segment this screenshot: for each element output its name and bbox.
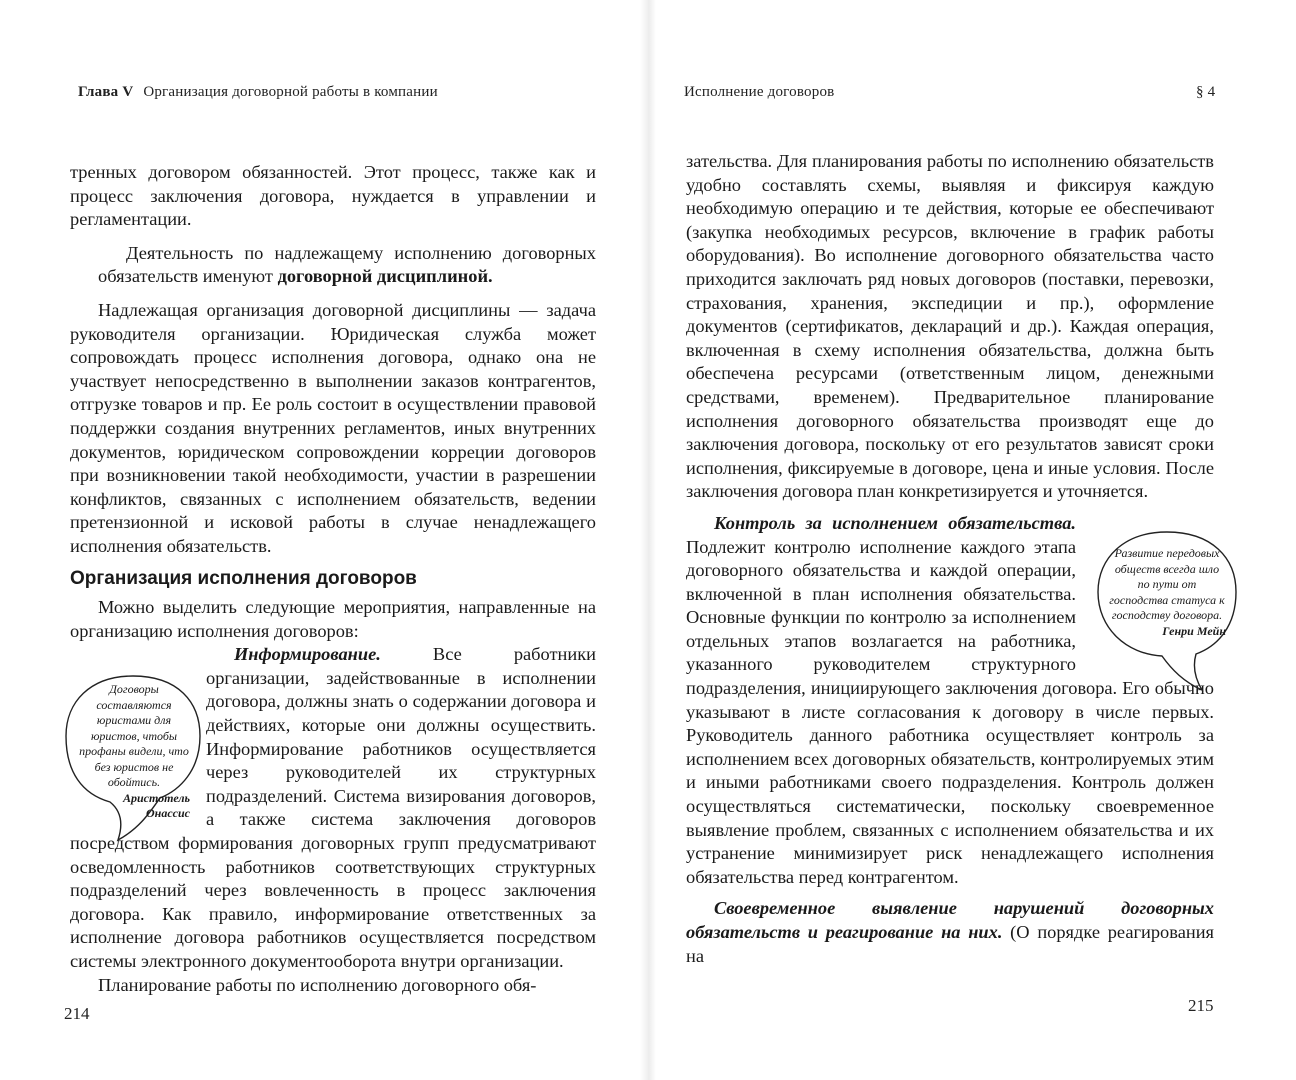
bubble-author-right: Генри Мейн [1162, 623, 1226, 638]
left-paragraph-1: тренных договором обязанностей. Этот процесс, также как и процесс заключения договора, нуждается в управлении и регламентации. [70, 162, 596, 230]
informing-term: Информирование. [234, 644, 381, 665]
control-text: Подлежит контролю исполнение каждого этапа договорного обязательства и каждой операции, включенной в план исполнения обязательства. Основные функции по контролю за исполнением отдельных этапов возлагается на работника, указанного руководителем структурного подразделения, инициирующего заключения договора. Его обычно указывают в листе согласования к договору в числе первых. Руководитель данного работника осуществляет контроль за исполнением всех договорных обязательств, контролируемых этим и иными работниками своего подразделения. Контроль должен осуществляться систематически, поскольку своевременное выявление проблем, связанных с исполнением обязательства и их устранение минимизирует риск ненадлежащего исполнения обязательства перед контрагентом. [686, 536, 1214, 887]
definition-quote [98, 242, 596, 289]
right-paragraph-1: зательства. Для планирования работы по исполнению обязательств удобно составлять схемы, выявляя и фиксируя каждую необходимую операцию и те действия, которые ее обеспечивают (закупка необходимых ресурсов, включение в график работы оборудования). Во исполнение договорного обязательства часто приходится заключать ряд новых договоров (поставки, перевозки, страхования, хранения, экспедиции и пр.), оформление документов (сертификатов, деклараций и др.). Каждая операция, включенная в схему исполнения обязательства, должна быть обеспечена ресурсами (ответственным лицом, денежными средствами, временем). Предварительное планирование исполнения договорного обязательства производят еще до заключения договора, поскольку от его результатов зависят сроки исполнения, фиксируемые в договоре, цена и иные условия. После заключения договора план конкретизируется и уточняется. [686, 151, 1214, 502]
quote-bubble-right [1092, 528, 1242, 696]
left-paragraph-3: Можно выделить следующие мероприятия, направленные на организацию исполнения договоров: [70, 597, 596, 641]
running-head-right: Исполнение договоров [684, 84, 835, 100]
section-mark: § 4 [1196, 84, 1216, 100]
page-number-left: 214 [64, 1004, 90, 1023]
running-head-left [78, 84, 438, 101]
chapter-title: Организация договорной работы в компании [143, 84, 438, 100]
left-paragraph-2: Надлежащая организация договорной дисциплины — задача руководителя организации. Юридическая служба может сопровождать процесс исполнения договора, однако она не участвует непосредственно в выполнении заказов контрагентов, отгрузке товаров и пр. Ее роль состоит в осуществлении правовой поддержки создания внутренних регламентов, иных внутренних документов, юридическом сопровождении корреции договоров при возникновении такой необходимости, участии в разрешении конфликтов, связанных с исполнением обязательств, ведении претензионной и исковой работы в случае ненадлежащего исполнения обязательств. [70, 299, 596, 556]
right-page [648, 0, 1296, 1080]
definition-text: Деятельность по надлежащему исполнению договорных обязательств именуют [98, 242, 596, 287]
left-body-text [70, 161, 596, 997]
chapter-label: Глава V [78, 84, 134, 100]
bubble-quote-text-left: Договоры составляются юристами для юристов, чтобы профаны видели, что без юристов не обойтись. [79, 682, 189, 789]
informing-text: Все работники организации, задействованные в исполнении договора, должны знать о содержании договора и действиях, которые они должны осуществить. Информирование работников осуществляется через руководителей их структурных подразделений. Система визирования договоров, а также система заключения договоров посредством формирования договорных групп предусматривают осведомленность работников соответствующих структурных подразделений через вовлеченность в процесс заключения договора. Как правило, информирование ответственных за исполнение договора работников осуществляется посредством системы электронного документооборота внутри организации. [70, 644, 596, 971]
control-term: Контроль за исполнением обязательства. [714, 512, 1076, 533]
quote-bubble-left [60, 672, 206, 844]
page-number-right: 215 [1188, 996, 1214, 1015]
section-heading: Организация исполнения договоров [70, 567, 417, 589]
definition-term: договорной дисциплиной. [277, 266, 493, 287]
bubble-quote-text-right: Развитие передовых обществ всегда шло по пути от господства статуса к господству договора. [1109, 546, 1225, 622]
violations-term: Своевременное выявление нарушений договорных обязательств и реагирование на них. [686, 898, 1214, 942]
violations-text: (О порядке реагирования на [686, 922, 1215, 966]
right-paragraph-3 [686, 897, 1214, 968]
bubble-author-left: Аристотель Онассис [122, 790, 190, 820]
left-paragraph-5: Планирование работы по исполнению договорного обя- [98, 974, 537, 995]
